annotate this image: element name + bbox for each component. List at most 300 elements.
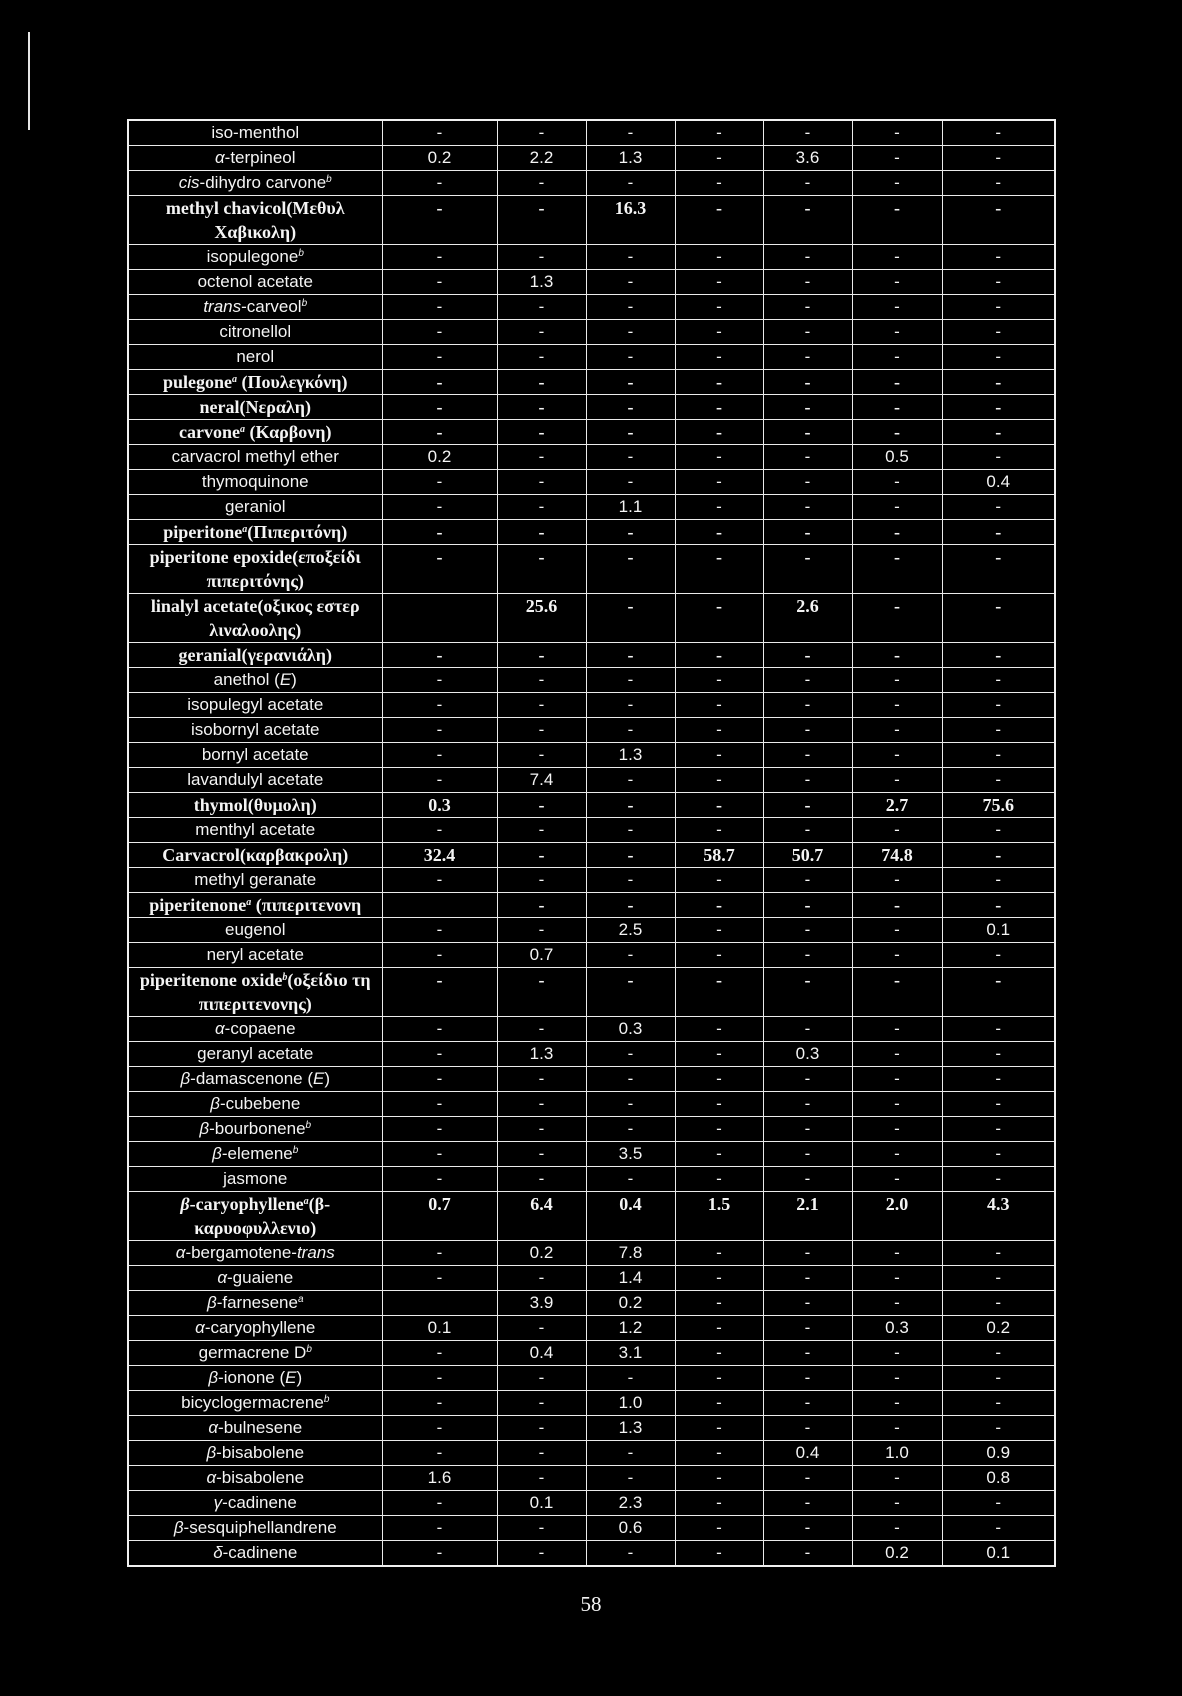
compound-name-cell <box>128 1441 382 1466</box>
compound-name-cell <box>128 693 382 718</box>
table-row <box>128 1316 1055 1341</box>
value-cell: - <box>586 270 675 295</box>
value-cell: - <box>586 320 675 345</box>
table-row <box>128 843 1055 868</box>
compound-name-text: linalyl acetate(οξικος εστερ <box>150 596 360 616</box>
value-cell: - <box>763 420 852 445</box>
table-row <box>128 1092 1055 1117</box>
compound-name-text: geranial(γερανιάλη) <box>178 645 332 665</box>
compound-name-text: piperitone epoxide(εποξείδι <box>149 547 361 567</box>
value-cell: - <box>942 1516 1055 1541</box>
value-cell: - <box>942 345 1055 370</box>
value-cell: - <box>942 643 1055 668</box>
value-cell: - <box>497 818 586 843</box>
value-cell <box>382 893 497 918</box>
table-row <box>128 793 1055 818</box>
compound-name-text: -bergamotene- <box>185 1243 297 1262</box>
value-cell: - <box>942 893 1055 918</box>
value-cell: - <box>675 1167 763 1192</box>
compound-name-text: (β- <box>308 1194 331 1214</box>
compound-name-text: -guaiene <box>227 1268 294 1287</box>
value-cell: - <box>763 1291 852 1316</box>
value-cell: - <box>586 818 675 843</box>
value-cell: - <box>586 420 675 445</box>
value-cell: - <box>942 196 1055 245</box>
compound-name-line <box>129 643 382 667</box>
compound-name-line <box>129 743 382 767</box>
value-cell: 32.4 <box>382 843 497 868</box>
value-cell: - <box>382 470 497 495</box>
value-cell: - <box>675 495 763 520</box>
value-cell: - <box>675 1466 763 1491</box>
value-cell: - <box>586 1366 675 1391</box>
compound-name-text: isopulegyl acetate <box>187 695 324 714</box>
value-cell: - <box>852 594 942 643</box>
value-cell: - <box>586 171 675 196</box>
value-cell: - <box>497 171 586 196</box>
value-cell: - <box>586 1092 675 1117</box>
compound-name-line <box>129 618 382 642</box>
compound-name-cell <box>128 1466 382 1491</box>
compound-name-cell <box>128 743 382 768</box>
compound-name-line <box>129 171 382 195</box>
value-cell: 0.2 <box>942 1316 1055 1341</box>
compound-name-line <box>129 520 382 544</box>
table-row <box>128 1491 1055 1516</box>
value-cell: - <box>586 718 675 743</box>
value-cell: - <box>763 1491 852 1516</box>
value-cell: - <box>852 1391 942 1416</box>
table-row <box>128 1416 1055 1441</box>
compound-name-line <box>129 345 382 369</box>
table-row <box>128 1167 1055 1192</box>
value-cell: - <box>675 395 763 420</box>
value-cell: - <box>675 345 763 370</box>
compound-name-line <box>129 320 382 344</box>
value-cell: - <box>852 320 942 345</box>
value-cell: - <box>497 743 586 768</box>
value-cell: - <box>763 1516 852 1541</box>
compound-name-text: E <box>279 670 292 689</box>
value-cell: - <box>852 668 942 693</box>
compound-name-cell <box>128 1167 382 1192</box>
value-cell: - <box>382 245 497 270</box>
compound-name-text: (οξείδιο τη <box>287 970 371 990</box>
compound-name-text: piperitenone <box>149 895 247 915</box>
value-cell: - <box>497 1316 586 1341</box>
table-row <box>128 643 1055 668</box>
value-cell: - <box>497 968 586 1017</box>
value-cell: 0.1 <box>942 918 1055 943</box>
compound-name-cell <box>128 420 382 445</box>
value-cell: - <box>852 1067 942 1092</box>
value-cell: 6.4 <box>497 1192 586 1241</box>
value-cell: - <box>675 943 763 968</box>
value-cell: - <box>382 1092 497 1117</box>
compound-name-text: iso-menthol <box>211 123 300 142</box>
compound-name-cell <box>128 1341 382 1366</box>
compound-name-line <box>129 370 382 394</box>
footnote-marker: b <box>326 174 332 185</box>
compound-name-cell <box>128 1017 382 1042</box>
compound-name-cell <box>128 643 382 668</box>
value-cell: - <box>382 1541 497 1567</box>
value-cell: - <box>763 893 852 918</box>
compound-name-text: thymol(θυμολη) <box>193 795 317 815</box>
value-cell: - <box>382 495 497 520</box>
compound-name-cell <box>128 1391 382 1416</box>
value-cell: - <box>763 196 852 245</box>
table-row <box>128 1042 1055 1067</box>
value-cell: 1.0 <box>586 1391 675 1416</box>
table-row <box>128 818 1055 843</box>
value-cell: - <box>382 120 497 146</box>
value-cell: 2.1 <box>763 1192 852 1241</box>
footnote-marker: b <box>298 248 304 259</box>
compound-name-text: trans <box>296 1243 335 1262</box>
value-cell: - <box>852 868 942 893</box>
compound-name-cell <box>128 345 382 370</box>
value-cell: 58.7 <box>675 843 763 868</box>
compound-name-text: -dihydro carvone <box>199 173 327 192</box>
value-cell: - <box>942 743 1055 768</box>
compound-name-cell <box>128 320 382 345</box>
value-cell: - <box>586 1441 675 1466</box>
compound-name-text: -cadinene <box>222 1493 297 1512</box>
value-cell: - <box>763 1142 852 1167</box>
compound-name-text: πιπεριτενονης) <box>198 994 312 1014</box>
value-cell: - <box>675 171 763 196</box>
compound-table-body <box>128 120 1055 1566</box>
value-cell: 3.5 <box>586 1142 675 1167</box>
compound-name-cell <box>128 545 382 594</box>
value-cell: 0.2 <box>586 1291 675 1316</box>
footnote-marker: a <box>231 374 237 385</box>
value-cell: - <box>382 1042 497 1067</box>
value-cell: - <box>942 1142 1055 1167</box>
value-cell: - <box>852 1266 942 1291</box>
value-cell: 3.1 <box>586 1341 675 1366</box>
value-cell: - <box>675 968 763 1017</box>
value-cell: - <box>586 1167 675 1192</box>
value-cell: - <box>497 1167 586 1192</box>
compound-name-cell <box>128 270 382 295</box>
value-cell: - <box>497 918 586 943</box>
compound-name-cell <box>128 668 382 693</box>
value-cell: - <box>852 1092 942 1117</box>
value-cell: - <box>852 1167 942 1192</box>
compound-name-text: (πιπεριτενονη <box>251 895 362 915</box>
compound-name-text: bicyclogermacrene <box>181 1393 324 1412</box>
compound-name-text: methyl chavicol(Μεθυλ <box>165 198 345 218</box>
value-cell: - <box>497 1067 586 1092</box>
value-cell: - <box>497 445 586 470</box>
compound-name-cell <box>128 818 382 843</box>
value-cell: - <box>763 345 852 370</box>
value-cell: - <box>852 968 942 1017</box>
table-row <box>128 693 1055 718</box>
value-cell: - <box>382 196 497 245</box>
table-row <box>128 1117 1055 1142</box>
compound-name-line <box>129 1266 382 1290</box>
compound-name-text: citronellol <box>219 322 292 341</box>
compound-name-line <box>129 1017 382 1041</box>
compound-name-line <box>129 470 382 494</box>
compound-name-text: β <box>206 1443 217 1462</box>
value-cell: 2.0 <box>852 1192 942 1241</box>
value-cell: - <box>942 818 1055 843</box>
value-cell: - <box>675 1117 763 1142</box>
value-cell: - <box>675 320 763 345</box>
value-cell: - <box>942 270 1055 295</box>
value-cell: - <box>497 793 586 818</box>
compound-name-text: anethol ( <box>213 670 280 689</box>
table-row <box>128 370 1055 395</box>
compound-name-line <box>129 1416 382 1440</box>
value-cell: - <box>497 295 586 320</box>
value-cell: - <box>763 545 852 594</box>
value-cell: - <box>675 743 763 768</box>
compound-name-text: -farnesene <box>216 1293 298 1312</box>
value-cell: - <box>763 718 852 743</box>
value-cell: - <box>675 1316 763 1341</box>
value-cell: - <box>942 146 1055 171</box>
value-cell: 0.3 <box>852 1316 942 1341</box>
footnote-marker: a <box>297 1294 304 1305</box>
compound-name-cell <box>128 1067 382 1092</box>
value-cell: - <box>675 1291 763 1316</box>
value-cell: - <box>382 320 497 345</box>
value-cell: - <box>942 943 1055 968</box>
value-cell: 4.3 <box>942 1192 1055 1241</box>
value-cell: 2.5 <box>586 918 675 943</box>
value-cell: - <box>763 1466 852 1491</box>
compound-name-line <box>129 718 382 742</box>
footnote-marker: b <box>305 1120 312 1131</box>
value-cell: 0.2 <box>852 1541 942 1567</box>
compound-name-text: α <box>195 1318 205 1337</box>
compound-name-line <box>129 146 382 170</box>
table-row <box>128 171 1055 196</box>
compound-name-text: λιναλοολης) <box>209 620 302 640</box>
table-row <box>128 395 1055 420</box>
compound-name-line <box>129 1192 382 1216</box>
compound-name-cell <box>128 718 382 743</box>
compound-name-cell <box>128 295 382 320</box>
value-cell: 0.1 <box>497 1491 586 1516</box>
value-cell: - <box>675 1241 763 1266</box>
footnote-marker: b <box>282 972 288 983</box>
compound-name-line <box>129 1117 382 1141</box>
compound-name-text: δ <box>213 1543 223 1562</box>
value-cell: - <box>852 1491 942 1516</box>
value-cell: - <box>852 270 942 295</box>
compound-name-cell <box>128 1192 382 1241</box>
value-cell: - <box>852 345 942 370</box>
compound-name-cell <box>128 1416 382 1441</box>
value-cell: - <box>852 395 942 420</box>
value-cell: - <box>942 1391 1055 1416</box>
compound-name-text: β <box>208 1368 219 1387</box>
value-cell: 2.3 <box>586 1491 675 1516</box>
compound-name-text: piperitenone oxide <box>139 970 283 990</box>
compound-name-line <box>129 196 382 220</box>
value-cell: - <box>675 270 763 295</box>
value-cell: - <box>497 1541 586 1567</box>
value-cell: - <box>675 120 763 146</box>
table-row <box>128 943 1055 968</box>
value-cell: 0.3 <box>382 793 497 818</box>
compound-name-cell <box>128 196 382 245</box>
value-cell: - <box>942 1341 1055 1366</box>
value-cell: - <box>586 893 675 918</box>
table-row <box>128 1142 1055 1167</box>
value-cell: - <box>586 1117 675 1142</box>
compound-name-cell <box>128 445 382 470</box>
value-cell: - <box>586 1541 675 1567</box>
value-cell: - <box>382 943 497 968</box>
value-cell: - <box>497 1117 586 1142</box>
table-row <box>128 968 1055 1017</box>
compound-name-cell <box>128 843 382 868</box>
value-cell: - <box>497 545 586 594</box>
compound-name-cell <box>128 868 382 893</box>
value-cell: - <box>852 1117 942 1142</box>
table-row <box>128 295 1055 320</box>
value-cell: - <box>382 868 497 893</box>
compound-name-text: -caryophyllene <box>189 1194 304 1214</box>
value-cell: - <box>497 868 586 893</box>
compound-name-cell <box>128 370 382 395</box>
value-cell: - <box>675 1266 763 1291</box>
value-cell: - <box>382 1241 497 1266</box>
table-row <box>128 1241 1055 1266</box>
value-cell: - <box>942 1416 1055 1441</box>
value-cell: - <box>763 1416 852 1441</box>
compound-name-line <box>129 1216 382 1240</box>
value-cell: - <box>675 1142 763 1167</box>
value-cell: - <box>942 420 1055 445</box>
value-cell: - <box>942 495 1055 520</box>
value-cell: - <box>763 1092 852 1117</box>
compound-name-line <box>129 992 382 1016</box>
compound-name-cell <box>128 943 382 968</box>
value-cell: - <box>497 1416 586 1441</box>
compound-name-line <box>129 843 382 867</box>
value-cell: - <box>852 1142 942 1167</box>
value-cell: 1.3 <box>586 146 675 171</box>
value-cell: - <box>586 768 675 793</box>
value-cell: - <box>675 693 763 718</box>
compound-name-text: carvone <box>178 422 240 442</box>
value-cell: - <box>497 320 586 345</box>
value-cell: - <box>586 1466 675 1491</box>
table-row <box>128 345 1055 370</box>
compound-name-line <box>129 445 382 469</box>
value-cell: - <box>497 1391 586 1416</box>
value-cell: - <box>763 793 852 818</box>
value-cell: - <box>497 1017 586 1042</box>
compound-name-line <box>129 420 382 444</box>
compound-name-text: -terpineol <box>224 148 296 167</box>
value-cell: - <box>497 1516 586 1541</box>
compound-name-line <box>129 1316 382 1340</box>
table-row <box>128 1466 1055 1491</box>
compound-name-cell <box>128 520 382 545</box>
value-cell: - <box>942 395 1055 420</box>
value-cell: - <box>382 1117 497 1142</box>
value-cell: - <box>763 520 852 545</box>
table-row <box>128 668 1055 693</box>
value-cell: - <box>942 520 1055 545</box>
compound-name-text: isopulegone <box>206 247 299 266</box>
value-cell: - <box>675 1366 763 1391</box>
value-cell: - <box>586 245 675 270</box>
value-cell: - <box>586 545 675 594</box>
compound-name-text: eugenol <box>224 920 286 939</box>
value-cell: - <box>382 918 497 943</box>
compound-name-cell <box>128 1366 382 1391</box>
table-row <box>128 743 1055 768</box>
compound-name-cell <box>128 1291 382 1316</box>
compound-name-cell <box>128 1516 382 1541</box>
compound-name-text: ) <box>324 1069 331 1088</box>
value-cell: - <box>675 545 763 594</box>
value-cell: - <box>497 1366 586 1391</box>
table-row <box>128 445 1055 470</box>
compound-name-text: α <box>206 1468 217 1487</box>
value-cell: - <box>382 743 497 768</box>
compound-name-text: trans <box>203 297 242 316</box>
value-cell: - <box>942 1117 1055 1142</box>
value-cell: - <box>852 545 942 594</box>
value-cell: - <box>852 1042 942 1067</box>
compound-name-text: -bisabolene <box>216 1468 305 1487</box>
compound-name-line <box>129 495 382 519</box>
value-cell: - <box>763 1167 852 1192</box>
compound-name-text: πιπεριτόνης) <box>206 571 304 591</box>
table-row <box>128 1516 1055 1541</box>
value-cell: 2.2 <box>497 146 586 171</box>
compound-name-text: β <box>180 1069 191 1088</box>
value-cell: - <box>497 668 586 693</box>
table-row <box>128 1366 1055 1391</box>
value-cell: - <box>497 1142 586 1167</box>
value-cell: - <box>852 295 942 320</box>
compound-name-text: E <box>313 1069 325 1088</box>
value-cell: - <box>586 693 675 718</box>
compound-name-text: cis <box>178 173 200 192</box>
compound-name-line <box>129 1366 382 1390</box>
value-cell: 0.3 <box>586 1017 675 1042</box>
value-cell: - <box>382 1391 497 1416</box>
value-cell: - <box>675 818 763 843</box>
compound-name-text: octenol acetate <box>197 272 313 291</box>
value-cell: - <box>586 470 675 495</box>
value-cell: - <box>942 1491 1055 1516</box>
value-cell: - <box>382 643 497 668</box>
compound-name-line <box>129 545 382 569</box>
value-cell: - <box>852 693 942 718</box>
compound-name-line <box>129 270 382 294</box>
value-cell: - <box>382 295 497 320</box>
value-cell: 0.2 <box>382 146 497 171</box>
value-cell: - <box>675 370 763 395</box>
compound-name-text: methyl geranate <box>194 870 317 889</box>
value-cell: - <box>382 1491 497 1516</box>
footnote-marker: b <box>323 1394 330 1405</box>
value-cell: - <box>763 245 852 270</box>
